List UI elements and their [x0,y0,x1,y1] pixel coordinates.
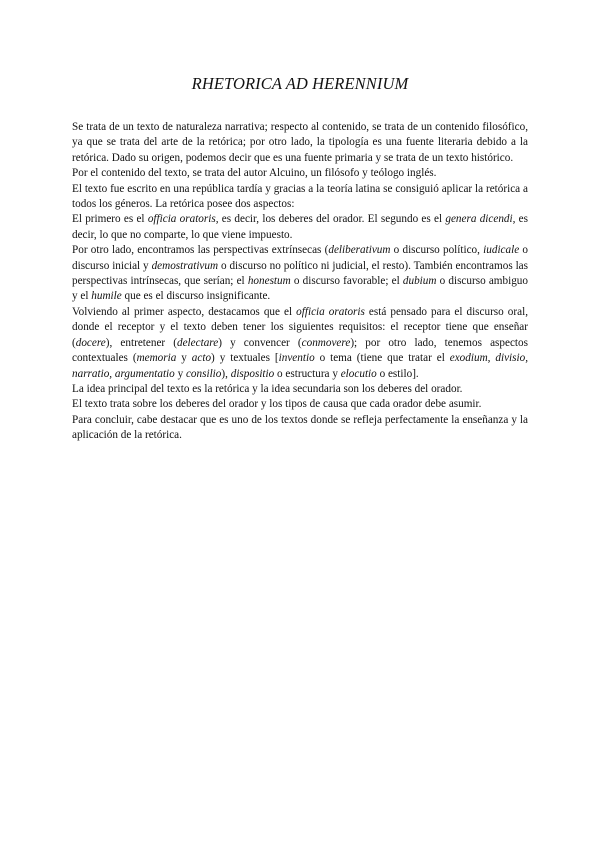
paragraph-9: Para concluir, cabe destacar que es uno de los textos donde se refleja perfectamente la enseñanza y la aplicación de la retórica. [72,413,528,442]
latin-term: consilio [185,367,222,380]
latin-term: memoria [136,352,177,365]
latin-term: demostrativum [151,259,219,272]
text-run: El primero es el [72,213,148,226]
latin-term: dubium [402,275,437,288]
text-run: ) y textuales [ [211,352,279,365]
text-run: Por otro lado, encontramos las perspectivas extrínsecas ( [72,244,329,257]
text-run: o discurso inicial y [72,244,528,272]
text-run: es decir, lo que no comparte, lo que viene impuesto. [72,213,529,241]
latin-term: delectare [177,336,219,349]
paragraph-2: Por el contenido del texto, se trata del autor Alcuino, un filósofo y teólogo inglés. [72,167,437,180]
text-run: y [174,367,186,380]
text-run: ) y convencer ( [218,336,302,349]
text-run: Volviendo al primer aspecto, destacamos que el [72,305,297,318]
text-run: o discurso ambiguo y el [72,275,528,303]
text-run: o tema (tiene que tratar el [314,352,450,365]
latin-term: elocutio [340,367,377,380]
latin-term: exodium, divisio, narratio, argumentatio [72,352,528,380]
latin-term: inventio [278,352,315,365]
paragraph-5 [72,243,528,305]
latin-term: humile [91,290,122,303]
paragraph-6 [72,305,528,382]
latin-term: docere [75,336,106,349]
text-run: o discurso político, [390,244,484,257]
latin-term: officia oratoris [296,305,365,318]
latin-term: genera dicendi, [445,213,516,226]
latin-term: iudicale [483,244,520,257]
text-run: o discurso favorable; el [290,275,403,288]
paragraph-3: El texto fue escrito en una república tardía y gracias a la teoría latina se consiguió aplicar la retórica a todos los géneros. La retórica posee dos aspectos: [72,182,528,211]
text-run: o discurso no político ni judicial, el resto). También encontramos las perspectivas intrínsecas, que serían; el [72,259,529,288]
text-run: está pensado para el discurso oral, donde el receptor y el texto deben tener los siguientes requisitos: el receptor tiene que enseñar ( [72,305,528,349]
paragraph-7: La idea principal del texto es la retórica y la idea secundaria son los deberes del orador. [72,382,463,395]
latin-term: deliberativum [328,244,391,257]
text-run: o estructura y [274,367,341,380]
document-body [72,120,528,444]
latin-term: acto [191,352,212,365]
paragraph-4 [72,212,528,243]
text-run: y [176,352,192,365]
text-run: ); por otro lado, tenemos aspectos contextuales ( [72,336,528,365]
text-run: ), [221,367,231,380]
document-title: RHETORICA AD HERENNIUM [191,74,409,93]
paragraph-1: Se trata de un texto de naturaleza narrativa; respecto al contenido, se trata de un contenido filosófico, ya que se trata del arte de la retórica; por otro lado, la tipología es una fuente literaria debido a la retórica. Dado su origen, podemos decir que es una fuente primaria y se trata de un texto histórico. [72,121,528,164]
text-run: ), entretener ( [105,336,177,349]
text-run: que es el discurso insignificante. [121,290,271,303]
paragraph-8: El texto trata sobre los deberes del orador y los tipos de causa que cada orador debe asumir. [72,398,482,411]
latin-term: officia oratoris, [147,213,219,226]
text-run: es decir, los deberes del orador. El segundo es el [218,213,446,226]
latin-term: honestum [247,275,291,288]
text-run: o estilo]. [376,367,419,380]
latin-term: conmovere [301,336,351,349]
latin-term: dispositio [230,367,275,380]
